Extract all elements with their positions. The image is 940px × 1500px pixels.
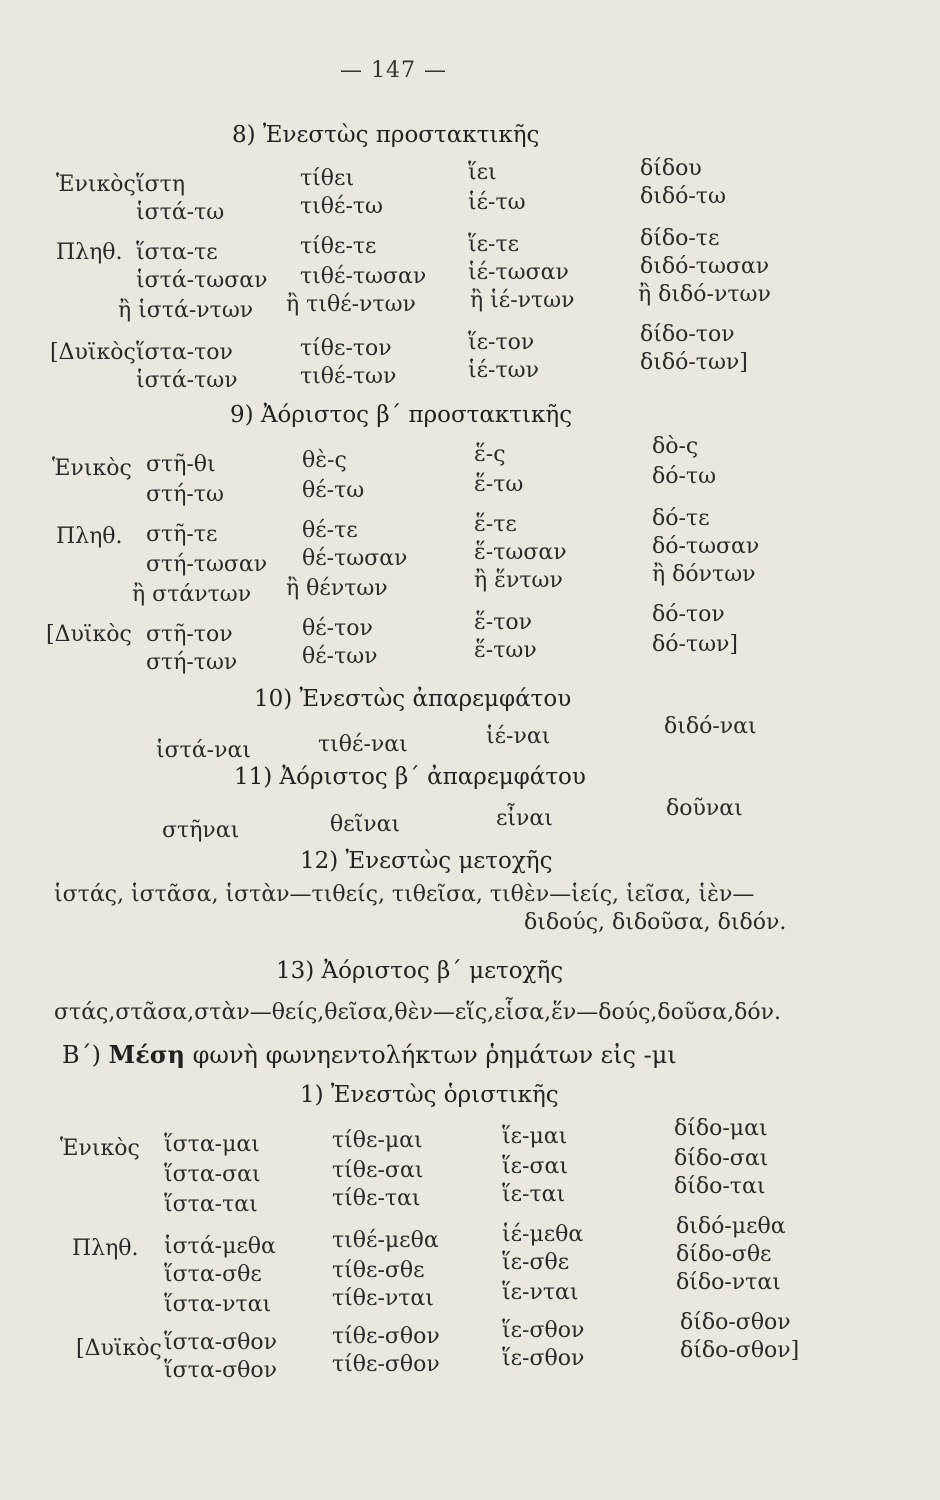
table-cell: δίδου [640, 156, 702, 181]
participle-line-1: ἱστάς, ἱστᾶσα, ἱστὰν—τιθείς, τιθεῖσα, τιθὲν—ἱείς, ἱεῖσα, ἱὲν— [54, 882, 755, 907]
table-cell: στῆ-τον [146, 622, 233, 647]
table-cell: στή-τωσαν [146, 552, 268, 577]
table-cell: διδό-μεθα [676, 1214, 786, 1239]
table-cell: ἱέ-τω [468, 190, 526, 215]
table-cell: ἢ στάντων [132, 582, 252, 607]
table-cell: τίθε-μαι [332, 1128, 423, 1153]
table-cell: ἵε-μαι [502, 1124, 568, 1149]
table-cell: θέ-τε [302, 518, 358, 543]
table-cell: διδό-τωσαν [640, 254, 770, 279]
table-cell: δίδο-σθον [680, 1310, 791, 1335]
table-cell: ἵστα-σθε [164, 1262, 262, 1287]
row-label: Πληθ. [72, 1236, 139, 1261]
table-cell: δό-τον [652, 602, 725, 627]
table-cell: δό-των] [652, 632, 738, 657]
table-cell: ἵε-ται [502, 1182, 566, 1207]
table-cell: ἢ ἱστά-ντων [118, 298, 254, 323]
infinitive-1: στῆναι [162, 818, 240, 843]
table-cell: ἢ τιθέ-ντων [286, 292, 416, 317]
infinitive-4: διδό-ναι [664, 714, 757, 739]
table-cell: τιθέ-τω [300, 194, 383, 219]
table-cell: δίδο-τε [640, 226, 720, 251]
table-cell: τίθε-νται [332, 1286, 434, 1311]
table-cell: ἵε-σθε [502, 1250, 570, 1275]
table-cell: ἱστά-τωσαν [136, 268, 268, 293]
row-label: Ἑνικὸς [56, 172, 136, 197]
section-1-heading: 1) Ἐνεστὼς ὁριστικῆς [300, 1082, 559, 1108]
table-cell: τίθε-τον [300, 336, 392, 361]
row-label: Πληθ. [56, 240, 123, 265]
table-cell: ἱστά-μεθα [164, 1234, 276, 1259]
infinitive-1: ἱστά-ναι [156, 738, 251, 763]
participle-line-2: διδούς, διδοῦσα, διδόν. [524, 910, 787, 935]
table-cell: στῆ-τε [146, 522, 218, 547]
table-cell: δίδο-σθον] [680, 1338, 800, 1363]
table-cell: δό-τε [652, 506, 710, 531]
row-label: Ἑνικὸς [60, 1136, 140, 1161]
page-number: — 147 — [340, 58, 447, 83]
table-cell: θέ-των [302, 644, 378, 669]
table-cell: ἵστα-τε [136, 240, 218, 265]
table-cell: ἵστα-νται [164, 1292, 272, 1317]
section-13-heading: 13) Ἀόριστος β΄ μετοχῆς [276, 958, 564, 984]
table-cell: δίδο-ται [674, 1174, 766, 1199]
table-cell: θέ-τον [302, 616, 373, 641]
table-cell: ἵε-σθον [502, 1318, 585, 1343]
table-cell: ἵστα-σθον [164, 1358, 277, 1383]
table-cell: τίθει [300, 166, 355, 191]
table-cell: δίδο-σθε [676, 1242, 772, 1267]
table-cell: ἵε-τε [468, 232, 520, 257]
table-cell: ἢ θέντων [286, 576, 388, 601]
table-cell: δὸ-ς [652, 434, 699, 459]
table-cell: τίθε-σαι [332, 1158, 424, 1183]
table-cell: ἢ ἱέ-ντων [470, 288, 575, 313]
table-cell: τίθε-σθον [332, 1352, 440, 1377]
row-label: Ἑνικὸς [52, 456, 132, 481]
table-cell: ἢ ἕντων [474, 568, 563, 593]
table-cell: ἱστά-τω [136, 200, 225, 225]
table-cell: ἵε-νται [502, 1280, 579, 1305]
row-label: [Δυϊκὸς [76, 1336, 162, 1361]
infinitive-4: δοῦναι [666, 796, 743, 821]
table-cell: στῆ-θι [146, 452, 216, 477]
table-cell: ἱέ-των [468, 358, 539, 383]
table-cell: τιθέ-των [300, 364, 397, 389]
table-cell: στή-τω [146, 482, 224, 507]
table-cell: ἵε-σαι [502, 1154, 568, 1179]
section-9-heading: 9) Ἀόριστος β΄ προστακτικῆς [230, 402, 573, 428]
table-cell: ἕ-ς [474, 442, 506, 467]
table-cell: τίθε-σθον [332, 1324, 440, 1349]
table-cell: στή-των [146, 650, 238, 675]
table-cell: ἵε-τον [468, 330, 535, 355]
table-cell: ἵστα-ται [164, 1192, 258, 1217]
infinitive-2: θεῖναι [330, 812, 401, 837]
table-cell: τίθε-σθε [332, 1258, 425, 1283]
section-8-heading: 8) Ἐνεστὼς προστακτικῆς [232, 122, 540, 148]
table-cell: δίδο-τον [640, 322, 735, 347]
section-b-prefix: Β΄) [62, 1041, 101, 1069]
table-cell: διδό-τω [640, 184, 726, 209]
table-cell: ἵστα-μαι [164, 1132, 260, 1157]
table-cell: τιθέ-μεθα [332, 1228, 439, 1253]
row-label: [Δυϊκὸς [46, 622, 132, 647]
table-cell: ἢ διδό-ντων [638, 282, 771, 307]
table-cell: ἵει [468, 160, 497, 185]
table-cell: ἕ-τωσαν [474, 540, 567, 565]
table-cell: δό-τωσαν [652, 534, 760, 559]
section-10-heading: 10) Ἐνεστὼς ἀπαρεμφάτου [254, 686, 572, 712]
row-label: Πληθ. [56, 524, 123, 549]
infinitive-3: εἶναι [496, 806, 553, 831]
table-cell: ἵστα-τον [136, 340, 233, 365]
table-cell: δίδο-μαι [674, 1116, 768, 1141]
table-cell: ἵε-σθον [502, 1346, 585, 1371]
table-cell: δίδο-νται [676, 1270, 781, 1295]
table-cell: διδό-των] [640, 350, 748, 375]
section-b-title [62, 1040, 677, 1069]
table-cell: θέ-τω [302, 478, 365, 503]
infinitive-2: τιθέ-ναι [318, 732, 408, 757]
table-cell: ἱέ-τωσαν [468, 260, 569, 285]
table-cell: ἵστα-σαι [164, 1162, 261, 1187]
section-11-heading: 11) Ἀόριστος β΄ ἀπαρεμφάτου [234, 764, 586, 790]
table-cell: ἱστά-των [136, 368, 238, 393]
table-cell: ἵστα-σθον [164, 1330, 277, 1355]
table-cell: δό-τω [652, 464, 717, 489]
table-cell: δίδο-σαι [674, 1146, 769, 1171]
table-cell: τιθέ-τωσαν [300, 264, 427, 289]
table-cell: θὲ-ς [302, 448, 347, 473]
infinitive-3: ἱέ-ναι [486, 724, 551, 749]
table-cell: ἕ-τω [474, 472, 524, 497]
table-cell: ἱέ-μεθα [502, 1222, 584, 1247]
table-cell: ἵστη [136, 172, 185, 197]
row-label: [Δυϊκὸς [50, 340, 136, 365]
table-cell: ἕ-τε [474, 512, 517, 537]
participle-line-1: στάς,στᾶσα,στὰν—θείς,θεῖσα,θὲν—εἵς,εἷσα,ἕν—δούς,δοῦσα,δόν. [54, 1000, 782, 1025]
table-cell: τίθε-τε [300, 234, 377, 259]
table-cell: ἕ-τον [474, 610, 533, 635]
table-cell: τίθε-ται [332, 1186, 421, 1211]
section-b-bold: Μέση [108, 1040, 185, 1069]
table-cell: θέ-τωσαν [302, 546, 408, 571]
table-cell: ἕ-των [474, 638, 537, 663]
section-12-heading: 12) Ἐνεστὼς μετοχῆς [300, 848, 553, 874]
section-b-rest: φωνὴ φωνηεντολήκτων ῥημάτων εἰς -μι [192, 1041, 677, 1069]
table-cell: ἢ δόντων [652, 562, 756, 587]
